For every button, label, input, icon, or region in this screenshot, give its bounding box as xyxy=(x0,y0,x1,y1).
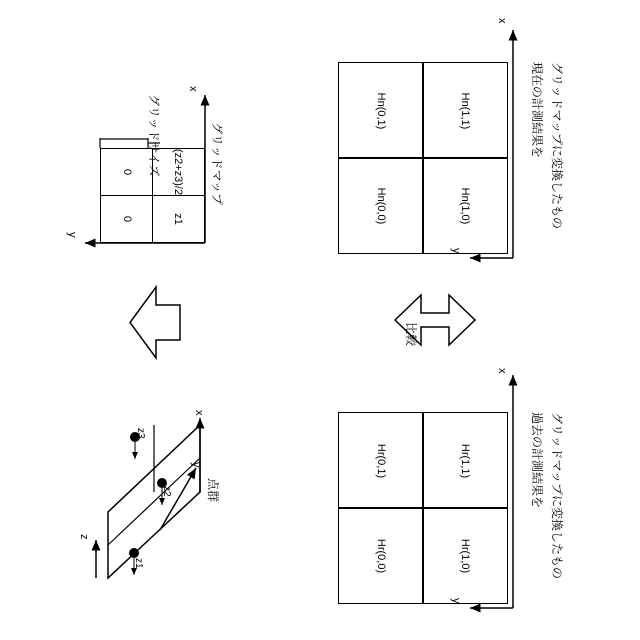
compare-label: 比較 xyxy=(404,322,418,347)
grid-map-cell xyxy=(152,195,205,243)
point-cloud-label: 点群 xyxy=(206,478,220,503)
current-map-cell xyxy=(338,157,424,254)
point-cloud-axis-y-label: y xyxy=(190,462,202,468)
grid-map-cell-value: 0 xyxy=(120,215,133,222)
past-map-caption-line2: グリッドマップに変換したもの xyxy=(550,412,564,580)
current-map-cell-value: Hn(1,1) xyxy=(459,92,471,129)
past-map-cell-value: Hr(1,0) xyxy=(459,538,471,573)
past-map-cell xyxy=(422,507,508,604)
grid-size-label: グリッドサイズ xyxy=(147,94,161,177)
past-map-caption-line1: 過去の計測結果を xyxy=(530,412,544,509)
grid-map-cell-value: 0 xyxy=(120,169,133,176)
past-map-cell-value: Hr(0,0) xyxy=(375,538,387,573)
past-map-cell xyxy=(338,507,424,604)
current-map-axis-x-label: x xyxy=(496,18,508,24)
current-map-cell xyxy=(422,157,508,254)
past-map-axis-x-label: x xyxy=(496,368,508,374)
past-map-cell-value: Hr(1,1) xyxy=(459,443,471,478)
grid-map-cell xyxy=(100,195,153,243)
current-map-cell-value: Hn(0,0) xyxy=(375,187,387,224)
grid-map-axis-y-label: y xyxy=(66,232,78,238)
grid-map-cell-value: (z2+z3)/2 xyxy=(172,149,185,196)
current-map-cells xyxy=(338,62,508,254)
point-label-z1: z1 xyxy=(133,558,144,569)
current-map-caption-line2: グリッドマップに変換したもの xyxy=(550,62,564,230)
grid-map-label: グリッドマップ xyxy=(210,122,224,206)
point-cloud-geometry xyxy=(96,418,200,578)
current-map-axis-y-label: y xyxy=(450,248,462,254)
past-map-cell-value: Hr(0,1) xyxy=(375,443,387,478)
past-map-axis-y-label: y xyxy=(450,598,462,604)
current-map-cell xyxy=(422,62,508,159)
point-cloud-axis-z-label: z xyxy=(78,534,90,540)
current-map-cell xyxy=(338,62,424,159)
convert-arrow xyxy=(130,287,180,358)
past-map-cells xyxy=(338,412,508,604)
point-label-z2: z2 xyxy=(161,486,172,497)
grid-map-axis-x-label: x xyxy=(187,86,199,92)
point-cloud-axis-x-label: x xyxy=(193,410,205,416)
point-label-z3: z3 xyxy=(135,428,146,439)
past-map-cell xyxy=(338,412,424,509)
past-map-cell xyxy=(422,412,508,509)
current-map-cell-value: Hn(0,1) xyxy=(375,92,387,129)
current-map-caption-line1: 現在の計測結果を xyxy=(530,62,544,159)
grid-map-cell-value: z1 xyxy=(172,212,185,225)
current-map-cell-value: Hn(1,0) xyxy=(459,187,471,224)
